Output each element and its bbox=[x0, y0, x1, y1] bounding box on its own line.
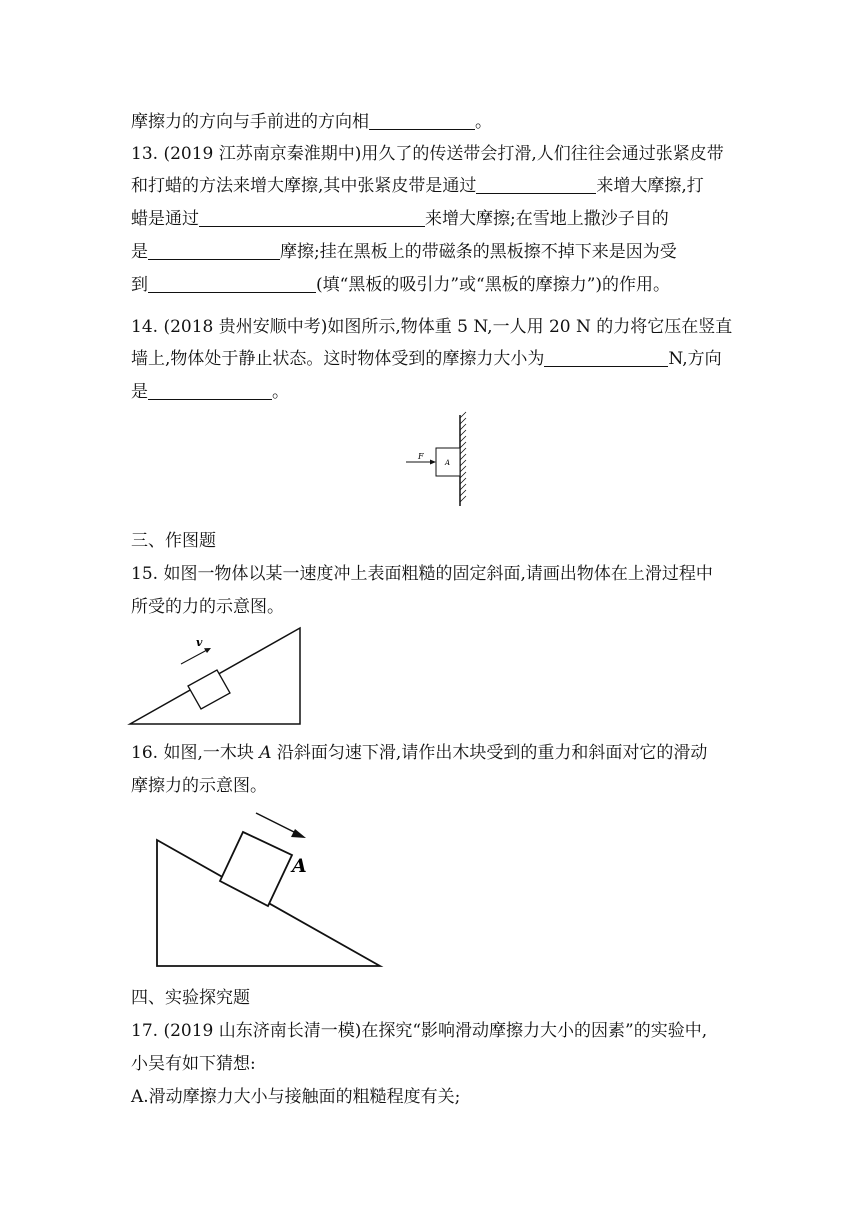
force-arrowhead bbox=[430, 460, 436, 465]
q12-blank[interactable] bbox=[369, 112, 475, 130]
block bbox=[188, 670, 230, 709]
motion-arrowhead bbox=[291, 829, 306, 838]
block-a bbox=[220, 832, 292, 906]
q16-line1-text: 16. 如图,一木块 bbox=[131, 743, 260, 763]
q14-line2-text-b: N,方向 bbox=[668, 349, 722, 369]
q13-line3 bbox=[131, 208, 669, 230]
q14-line3 bbox=[131, 381, 289, 403]
q13-blank-2[interactable] bbox=[199, 209, 425, 227]
block-label: A bbox=[292, 855, 307, 877]
q13-blank-4[interactable] bbox=[148, 275, 316, 293]
q15-line1: 15. 如图一物体以某一速度冲上表面粗糙的固定斜面,请画出物体在上滑过程中 bbox=[131, 564, 713, 584]
q14-figure bbox=[400, 410, 480, 510]
q13-line5 bbox=[131, 274, 670, 296]
q16-var-a: A bbox=[259, 743, 272, 763]
q17-line2: 小吴有如下猜想: bbox=[131, 1054, 256, 1074]
q13-line2-text-b: 来增大摩擦,打 bbox=[596, 176, 704, 196]
q12-text: 摩擦力的方向与手前进的方向相 bbox=[131, 112, 369, 132]
q13-blank-1[interactable] bbox=[476, 176, 596, 194]
q17-line1: 17. (2019 山东济南长清一模)在探究“影响滑动摩擦力大小的因素”的实验中, bbox=[131, 1021, 708, 1041]
q13-line2-text: 和打蜡的方法来增大摩擦,其中张紧皮带是通过 bbox=[131, 176, 477, 196]
wall-hatching bbox=[460, 412, 466, 502]
q14-line3-text: 是 bbox=[131, 382, 148, 402]
q12-line bbox=[131, 111, 492, 133]
q14-line3-text-b: 。 bbox=[272, 382, 289, 402]
q16-figure bbox=[150, 808, 390, 972]
velocity-arrow bbox=[181, 650, 207, 664]
motion-arrow bbox=[256, 813, 298, 834]
q14-line2 bbox=[131, 348, 722, 370]
q15-line2: 所受的力的示意图。 bbox=[131, 597, 284, 617]
q13-line5-text: 到 bbox=[131, 275, 148, 295]
velocity-label: v bbox=[196, 636, 203, 649]
q16-line1 bbox=[131, 742, 707, 764]
q13-line3-text-b: 来增大摩擦;在雪地上撒沙子目的 bbox=[425, 209, 669, 229]
q15-figure bbox=[128, 624, 308, 728]
q13-blank-3[interactable] bbox=[148, 242, 280, 260]
q13-line2 bbox=[131, 175, 704, 197]
q14-line2-text: 墙上,物体处于静止状态。这时物体受到的摩擦力大小为 bbox=[131, 349, 545, 369]
section-4-heading: 四、实验探究题 bbox=[131, 988, 250, 1008]
q16-line1-text-b: 沿斜面匀速下滑,请作出木块受到的重力和斜面对它的滑动 bbox=[271, 743, 708, 763]
q13-line4-text: 是 bbox=[131, 242, 148, 262]
q13-line1: 13. (2019 江苏南京秦淮期中)用久了的传送带会打滑,人们往往会通过张紧皮带 bbox=[131, 144, 724, 164]
q14-line1: 14. (2018 贵州安顺中考)如图所示,物体重 5 N,一人用 20 N 的力将它压在竖直 bbox=[131, 317, 733, 337]
q13-line4 bbox=[131, 241, 677, 263]
section-3-heading: 三、作图题 bbox=[131, 531, 216, 551]
block-label: A bbox=[445, 459, 451, 467]
q13-line5-text-b: (填“黑板的吸引力”或“黑板的摩擦力”)的作用。 bbox=[316, 275, 671, 295]
force-label: F bbox=[418, 452, 424, 461]
q16-line2: 摩擦力的示意图。 bbox=[131, 776, 267, 796]
q12-end: 。 bbox=[475, 112, 492, 132]
q17-line3: A.滑动摩擦力大小与接触面的粗糙程度有关; bbox=[131, 1087, 461, 1107]
q14-blank-2[interactable] bbox=[148, 382, 272, 400]
q13-line4-text-b: 摩擦;挂在黑板上的带磁条的黑板擦不掉下来是因为受 bbox=[280, 242, 677, 262]
q14-blank-1[interactable] bbox=[544, 349, 668, 367]
q13-line3-text: 蜡是通过 bbox=[131, 209, 199, 229]
